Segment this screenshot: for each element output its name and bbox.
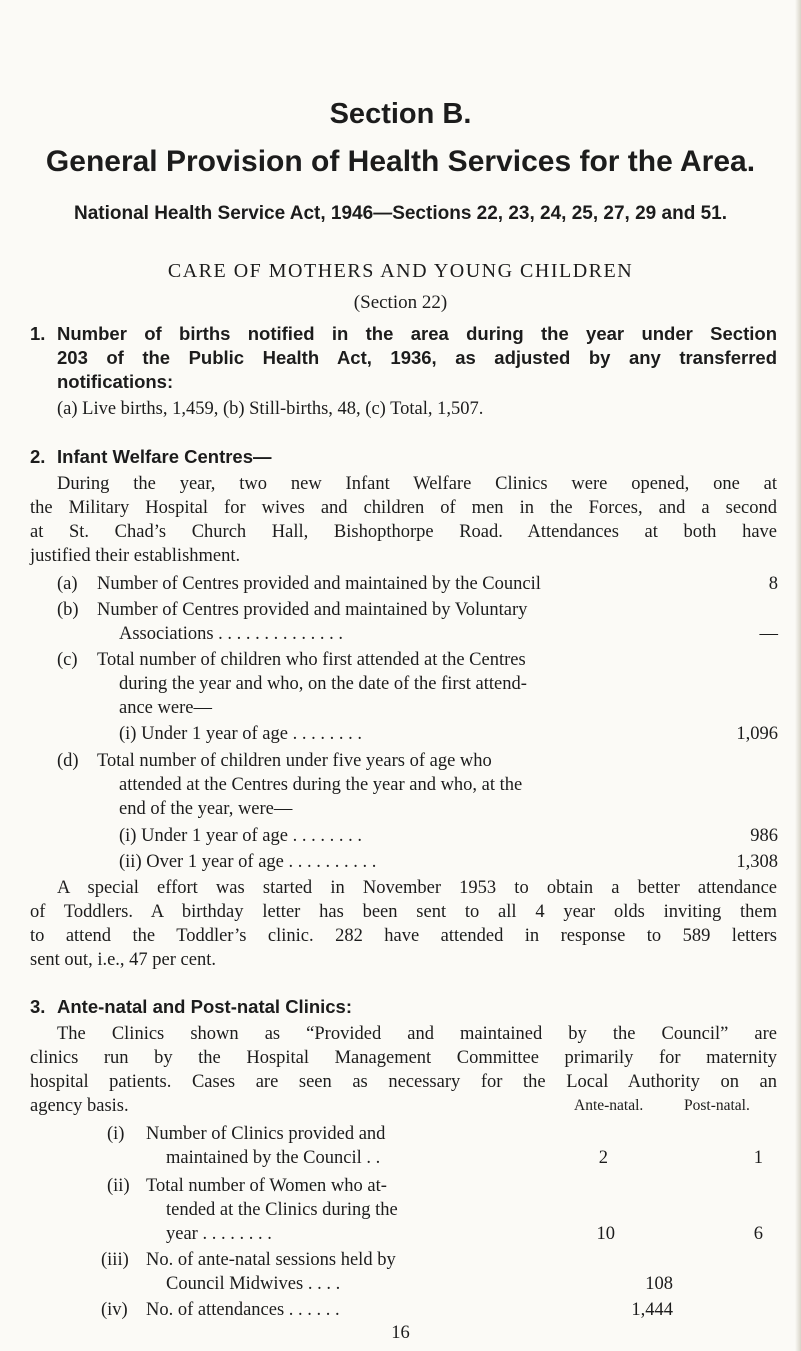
item1-detail: (a) Live births, 1,459, (b) Still-births, 48, (c) Total, 1,507. bbox=[57, 399, 484, 419]
item2-a-label: (a) bbox=[57, 574, 78, 594]
item3-r1-line1: Number of Clinics provided and bbox=[146, 1124, 386, 1144]
item2-number: 2. bbox=[30, 446, 46, 467]
item3-r4-label: (iv) bbox=[101, 1300, 128, 1320]
item1-line3: notifications: bbox=[57, 371, 174, 392]
item3-r3-line1: No. of ante-natal sessions held by bbox=[146, 1250, 396, 1270]
item2-d-label: (d) bbox=[57, 751, 79, 771]
item2-special-last: sent out, i.e., 47 per cent. bbox=[30, 950, 216, 970]
item2-b-value: — bbox=[759, 624, 778, 644]
item3-r4-line1: No. of attendances . . . . . . bbox=[146, 1300, 340, 1320]
item2-d-i: (i) Under 1 year of age . . . . . . . . bbox=[119, 826, 362, 846]
page-number: 16 bbox=[391, 1323, 410, 1343]
item2-d-line3: end of the year, were— bbox=[119, 799, 293, 819]
item2-para-line: During the year, two new Infant Welfare Clinics were opened, one at bbox=[57, 474, 777, 494]
item2-a-text: Number of Centres provided and maintained by the Council bbox=[97, 574, 541, 594]
item2-c-line3: ance were— bbox=[119, 698, 212, 718]
item3-r3-label: (iii) bbox=[101, 1250, 129, 1270]
act-line: National Health Service Act, 1946—Sections 22, 23, 24, 25, 27, 29 and 51. bbox=[73, 203, 727, 224]
item2-para-line: the Military Hospital for wives and children of men in the Forces, and a second bbox=[30, 498, 777, 518]
item2-d-line1: Total number of children under five years of age who bbox=[97, 751, 492, 771]
item3-r2-label: (ii) bbox=[107, 1176, 130, 1196]
item2-c-line1: Total number of children who first attended at the Centres bbox=[97, 650, 526, 670]
item3-number: 3. bbox=[30, 996, 46, 1017]
page-edge-shadow bbox=[795, 0, 801, 1351]
item3-r1-post: 1 bbox=[753, 1148, 763, 1168]
item2-b-label: (b) bbox=[57, 600, 79, 620]
item2-d-ii: (ii) Over 1 year of age . . . . . . . . . . bbox=[119, 852, 377, 872]
item3-r2-line3: year . . . . . . . . bbox=[166, 1224, 272, 1244]
item3-r1-label: (i) bbox=[107, 1124, 125, 1144]
item3-r3-value: 108 bbox=[645, 1274, 673, 1294]
item2-d-ii-value: 1,308 bbox=[736, 852, 778, 872]
item1-number: 1. bbox=[30, 323, 46, 344]
item2-special-line: of Toddlers. A birthday letter has been sent to all 4 year olds inviting them bbox=[30, 902, 777, 922]
item2-b-line1: Number of Centres provided and maintained by Voluntary bbox=[97, 600, 528, 620]
item2-c-i-value: 1,096 bbox=[736, 724, 778, 744]
item3-para-last: agency basis. bbox=[30, 1096, 129, 1116]
item3-r4-value: 1,444 bbox=[631, 1300, 673, 1320]
item2-b-line2: Associations . . . . . . . . . . . . . . bbox=[119, 624, 344, 644]
item3-r2-ante: 10 bbox=[596, 1224, 615, 1244]
item3-para-line: hospital patients. Cases are seen as necessary for the Local Authority on an bbox=[30, 1072, 777, 1092]
item3-para-line: clinics run by the Hospital Management Committee primarily for maternity bbox=[30, 1048, 777, 1068]
section-title: Section B. bbox=[329, 98, 472, 130]
item3-r1-line2: maintained by the Council . . bbox=[166, 1148, 381, 1168]
item2-d-line2: attended at the Centres during the year and who, at the bbox=[119, 775, 523, 795]
item2-heading: Infant Welfare Centres— bbox=[57, 446, 272, 467]
item2-para-line: at St. Chad’s Church Hall, Bishopthorpe Road. Attendances at both have bbox=[30, 522, 777, 542]
item3-para-line: The Clinics shown as “Provided and maintained by the Council” are bbox=[57, 1024, 777, 1044]
item2-c-label: (c) bbox=[57, 650, 78, 670]
item2-d-i-value: 986 bbox=[750, 826, 778, 846]
item1-line2: 203 of the Public Health Act, 1936, as adjusted by any transferred bbox=[57, 347, 777, 368]
col-header-post-natal: Post-natal. bbox=[684, 1097, 750, 1114]
item2-special-line: A special effort was started in November 1953 to obtain a better attendance bbox=[57, 878, 777, 898]
item3-r1-ante: 2 bbox=[598, 1148, 608, 1168]
care-subheading: (Section 22) bbox=[353, 292, 448, 313]
item2-c-line2: during the year and who, on the date of the first attend- bbox=[119, 674, 527, 694]
item3-r3-line2: Council Midwives . . . . bbox=[166, 1274, 341, 1294]
item3-heading: Ante-natal and Post-natal Clinics: bbox=[57, 996, 353, 1017]
care-heading: CARE OF MOTHERS AND YOUNG CHILDREN bbox=[167, 260, 634, 282]
item3-r2-line1: Total number of Women who at- bbox=[146, 1176, 387, 1196]
item2-para-line: justified their establishment. bbox=[30, 546, 241, 566]
item3-r2-line2: tended at the Clinics during the bbox=[166, 1200, 398, 1220]
item1-line1: Number of births notified in the area during the year under Section bbox=[57, 323, 777, 344]
item3-r2-post: 6 bbox=[753, 1224, 763, 1244]
col-header-ante-natal: Ante-natal. bbox=[574, 1097, 644, 1114]
item2-a-value: 8 bbox=[768, 574, 778, 594]
item2-special-line: to attend the Toddler’s clinic. 282 have attended in response to 589 letters bbox=[30, 926, 777, 946]
item2-c-i: (i) Under 1 year of age . . . . . . . . bbox=[119, 724, 362, 744]
main-title: General Provision of Health Services for the Area. bbox=[45, 145, 756, 178]
